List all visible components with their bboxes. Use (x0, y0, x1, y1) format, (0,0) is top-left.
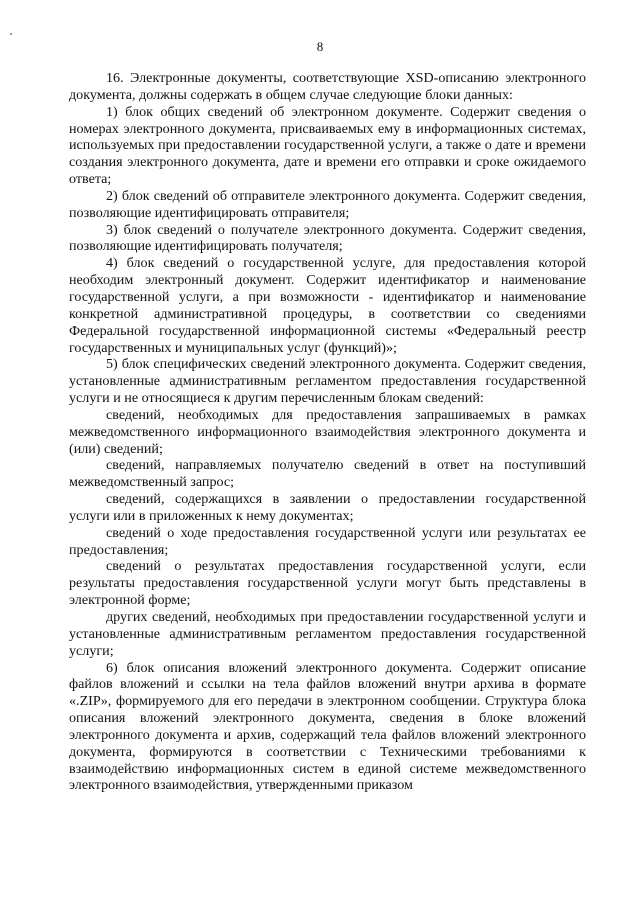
paragraph-block-state-service: 4) блок сведений о государственной услуге, для предоставления которой необходим электронный документ. Содержит идентификатор и наименование государственной услуги, а при возможности - идентификатор и наименование конкретной административной процедуры, в соответствии со сведениями Федеральной государственной информационной системы «Федеральный реестр государственных и муниципальных услуг (функций)»; (69, 255, 586, 356)
paragraph-item-requested-info: сведений, необходимых для предоставления запрашиваемых в рамках межведомственного информационного взаимодействия электронного документа и (или) сведений; (69, 406, 586, 457)
scan-speck (10, 33, 12, 35)
paragraph-block-specific-info: 5) блок специфических сведений электронного документа. Содержит сведения, установленные административным регламентом предоставления государственной услуги и не относящиеся к другим перечисленным блокам сведений: (69, 356, 586, 407)
paragraph-section-16-intro: 16. Электронные документы, соответствующие XSD-описанию электронного документа, должны содержать в общем случае следующие блоки данных: (69, 70, 586, 103)
paragraph-item-progress-info: сведений о ходе предоставления государственной услуги или результатах ее предоставления; (69, 524, 586, 558)
page-number: 8 (316, 39, 324, 54)
paragraph-block-recipient: 3) блок сведений о получателе электронного документа. Содержит сведения, позволяющие идентифицировать получателя; (69, 221, 586, 255)
document-body (69, 70, 586, 794)
paragraph-item-other-info: других сведений, необходимых при предоставлении государственной услуги и установленные административным регламентом предоставления государственной услуги; (69, 609, 586, 659)
paragraph-block-sender: 2) блок сведений об отправителе электронного документа. Содержит сведения, позволяющие идентифицировать отправителя; (69, 187, 586, 221)
paragraph-item-application-info: сведений, содержащихся в заявлении о предоставлении государственной услуги или в приложенных к нему документах; (69, 491, 586, 524)
paragraph-item-results-info: сведений о результатах предоставления государственной услуги, если результаты предоставления государственной услуги могут быть представлены в электронной форме; (69, 558, 586, 609)
paragraph-block-general-info: 1) блок общих сведений об электронном документе. Содержит сведения о номерах электронного документа, присваиваемых ему в информационных системах, используемых при предоставлении государственной услуги, а также о дате и времени создания электронного документа, дате и времени его отправки и сроке ожидаемого ответа; (69, 103, 586, 188)
paragraph-block-attachments: 6) блок описания вложений электронного документа. Содержит описание файлов вложений и ссылки на тела файлов вложений внутри архива в формате «.ZIP», формируемого для его передачи в электронном сообщении. Структура блока описания вложений электронного документа, сведения в блоке вложений электронного документа и архив, содержащий тела файлов вложений электронного документа, формируются в соответствии с Техническими требованиями к взаимодействию информационных систем в единой системе межведомственного электронного взаимодействия, утвержденными приказом (69, 659, 586, 794)
paragraph-item-response-info: сведений, направляемых получателю сведений в ответ на поступивший межведомственный запрос; (69, 457, 586, 491)
